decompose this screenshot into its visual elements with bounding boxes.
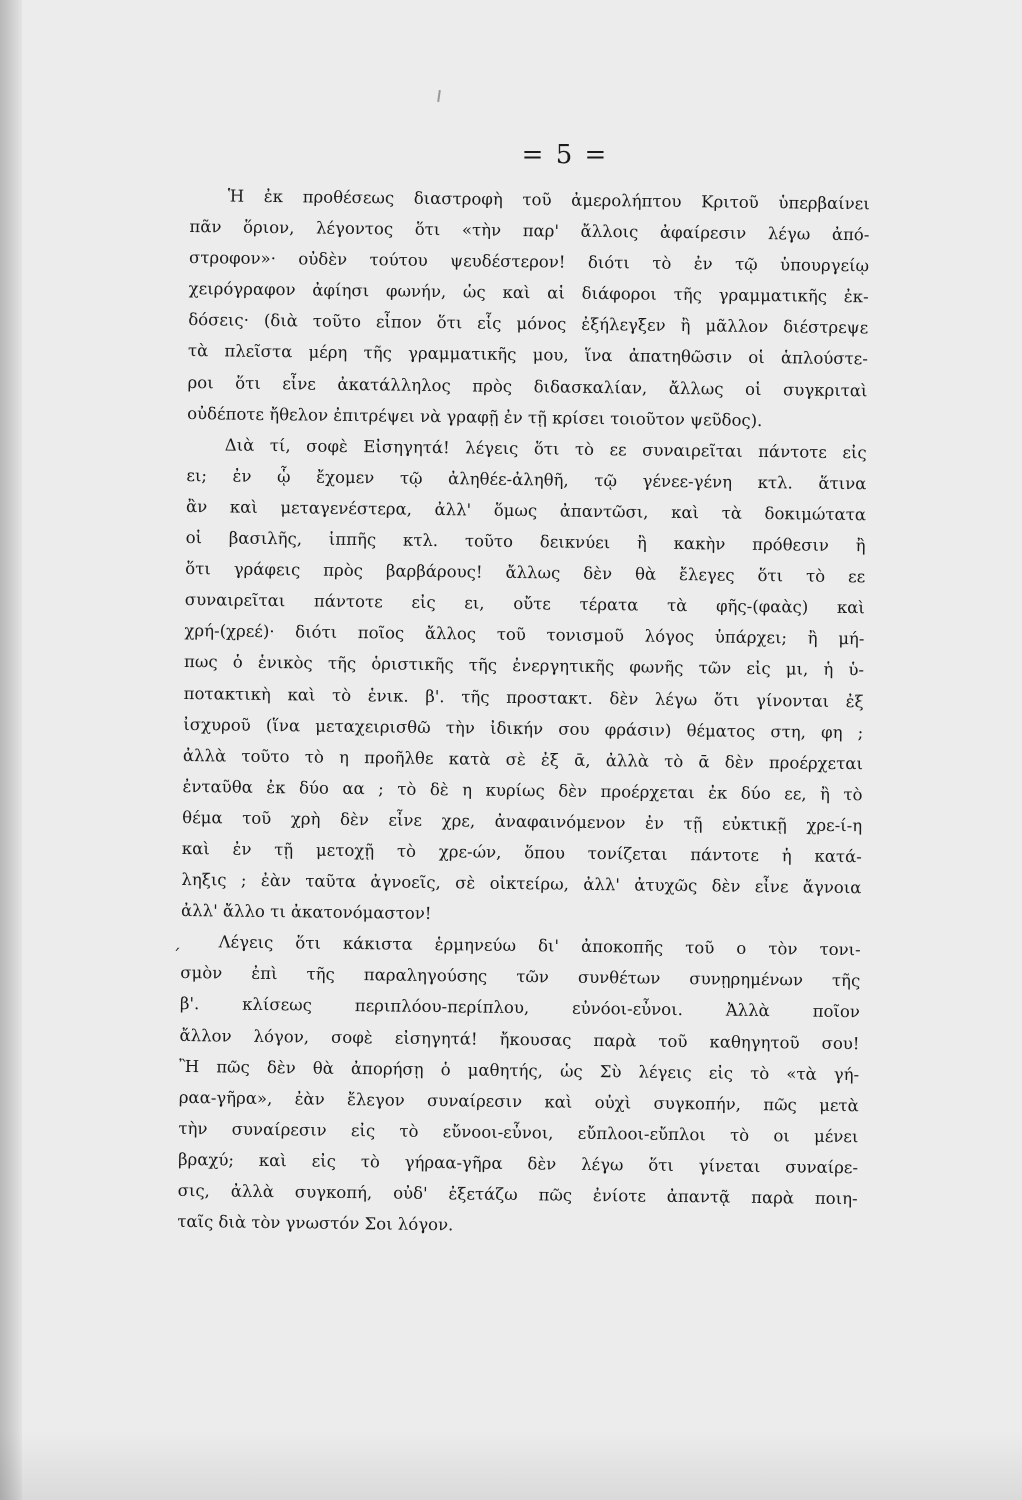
bottom-shadow: [0, 1430, 1022, 1500]
text-line: ἐνταῦθα ἐκ δύο αα ; τὸ δὲ η κυρίως δὲν προέρχεται ἐκ δύο εε, ἢ τὸ: [182, 776, 863, 805]
text-line: ροι ὅτι εἶνε ἀκατάλληλος πρὸς διδασκαλίαν, ἄλλως οἱ συγκριταὶ: [187, 372, 868, 400]
text-line: θέμα τοῦ χρὴ δὲν εἶνε χρε, ἀναφαινόμενον ἐν τῇ εὐκτικῇ χρε-ί-η: [182, 807, 863, 836]
text-line: τὰ πλεῖστα μέρη τῆς γραμματικῆς μου, ἵνα ἀπατηθῶσιν οἱ ἁπλούστε-: [187, 341, 868, 369]
text-line: οὐδέποτε ἤθελον ἐπιτρέψει νὰ γραφῇ ἐν τῇ κρίσει τοιοῦτον ψεῦδος).: [187, 403, 763, 430]
text-line: πᾶν ὅριον, λέγοντος ὅτι «τὴν παρ' ἄλλοις ἀφαίρεσιν λέγω ἀπό-: [189, 217, 870, 245]
text-line: ἂν καὶ μεταγενέστερα, ἀλλ' ὅμως ἀπαντῶσι, καὶ τὰ δοκιμώτατα: [185, 496, 867, 525]
text-line: χρή-(χρεέ)· διότι ποῖος ἄλλος τοῦ τονισμοῦ λόγος ὑπάρχει; ἢ μή-: [184, 621, 865, 649]
text-line: β'. κλίσεως περιπλόου-περίπλου, εὐνόοι-εὖνοι. Ἀλλὰ ποῖον: [179, 994, 860, 1022]
book-gutter-edge: [0, 0, 22, 1500]
text-line: ει; ἐν ᾧ ἔχομεν τῷ ἀληθέε-ἀληθῆ, τῷ γένεε-γένη κτλ. ἅτινα: [186, 465, 867, 494]
text-line: δόσεις· (διὰ τοῦτο εἶπον ὅτι εἷς μόνος ἐξήλεγξεν ἢ μᾶλλον διέστρεψε: [188, 310, 869, 338]
text-line: τὴν συναίρεσιν εἰς τὸ εὔνοοι-εὖνοι, εὔπλοοι-εὔπλοι τὸ οι μένει: [178, 1118, 859, 1147]
text-line: Ἢ πῶς δὲν θὰ ἀπορήσῃ ὁ μαθητής, ὡς Σὺ λέγεις εἰς τὸ «τὰ γή-: [179, 1056, 860, 1084]
text-line: ταῖς διὰ τὸν γνωστόν Σοι λόγον.: [177, 1212, 454, 1235]
text-line: βραχύ; καὶ εἰς τὸ γήραα-γῆρα δὲν λέγω ὅτι γίνεται συναίρε-: [177, 1149, 859, 1178]
text-line: σις, ἀλλὰ συγκοπή, οὐδ' ἐξετάζω πῶς ἐνίοτε ἀπαντᾷ παρὰ ποιη-: [177, 1180, 858, 1209]
text-line: σμὸν ἐπὶ τῆς παραληγούσης τῶν συνθέτων συνῃρημένων τῆς: [180, 963, 861, 991]
body-text: [177, 180, 870, 1245]
text-line: καὶ ἐν τῇ μετοχῇ τὸ χρε-ών, ὅπου τονίζεται πάντοτε ἡ κατά-: [181, 838, 862, 867]
text-line: πως ὁ ἑνικὸς τῆς ὁριστικῆς τῆς ἐνεργητικῆς φωνῆς τῶν εἰς μι, ἡ ὑ-: [183, 652, 865, 680]
page-number: = 5 =: [521, 140, 609, 170]
text-line: οἱ βασιλῆς, ἱππῆς κτλ. τοῦτο δεικνύει ἢ κακὴν πρόθεσιν ἢ: [185, 528, 866, 556]
margin-mark: ´: [172, 946, 181, 967]
text-line: ἄλλον λόγον, σοφὲ εἰσηγητά! ἤκουσας παρὰ τοῦ καθηγητοῦ σου!: [179, 1025, 860, 1053]
text-line: ληξις ; ἐὰν ταῦτα ἀγνοεῖς, σὲ οἰκτείρω, ἀλλ' ἀτυχῶς δὲν εἶνε ἄγνοια: [181, 870, 862, 898]
text-line: ἰσχυροῦ (ἵνα μεταχειρισθῶ τὴν ἰδικήν σου φράσιν) θέματος στη, φη ;: [183, 714, 864, 742]
text-line: Ἡ ἐκ προθέσεως διαστροφὴ τοῦ ἀμερολήπτου Κριτοῦ ὑπερβαίνει: [227, 186, 870, 214]
text-line: ραα-γῆρα», ἐὰν ἔλεγον συναίρεσιν καὶ οὐχὶ συγκοπήν, πῶς μετὰ: [178, 1087, 859, 1115]
text-line: ὅτι γράφεις πρὸς βαρβάρους! ἄλλως δὲν θὰ ἔλεγες ὅτι τὸ εε: [185, 559, 866, 587]
text-line: ἀλλὰ τοῦτο τὸ η προῆλθε κατὰ σὲ ἐξ ᾱ, ἀλλὰ τὸ ᾱ δὲν προέρχεται: [182, 745, 864, 773]
text-line: Λέγεις ὅτι κάκιστα ἑρμηνεύω δι' ἀποκοπῆς τοῦ ο τὸν τονι-: [218, 932, 861, 960]
text-line: στροφον»· οὐδὲν τούτου ψευδέστερον! διότι τὸ ἐν τῷ ὑπουργείῳ: [188, 248, 870, 276]
text-line: Διὰ τί, σοφὲ Εἰσηγητά! λέγεις ὅτι τὸ εε συναιρεῖται πάντοτε εἰς: [224, 435, 867, 463]
text-line: χειρόγραφον ἀφίησι φωνήν, ὡς καὶ αἱ διάφοροι τῆς γραμματικῆς ἐκ-: [188, 279, 869, 307]
text-line: συναιρεῖται πάντοτε εἰς ει, οὔτε τέρατα τὰ φῆς-(φαὰς) καὶ: [184, 590, 865, 618]
text-line: ποτακτικὴ καὶ τὸ ἑνικ. β'. τῆς προστακτ. δὲν λέγω ὅτι γίνονται ἐξ: [183, 683, 864, 711]
text-line: ἀλλ' ἄλλο τι ἀκατονόμαστον!: [180, 901, 432, 924]
